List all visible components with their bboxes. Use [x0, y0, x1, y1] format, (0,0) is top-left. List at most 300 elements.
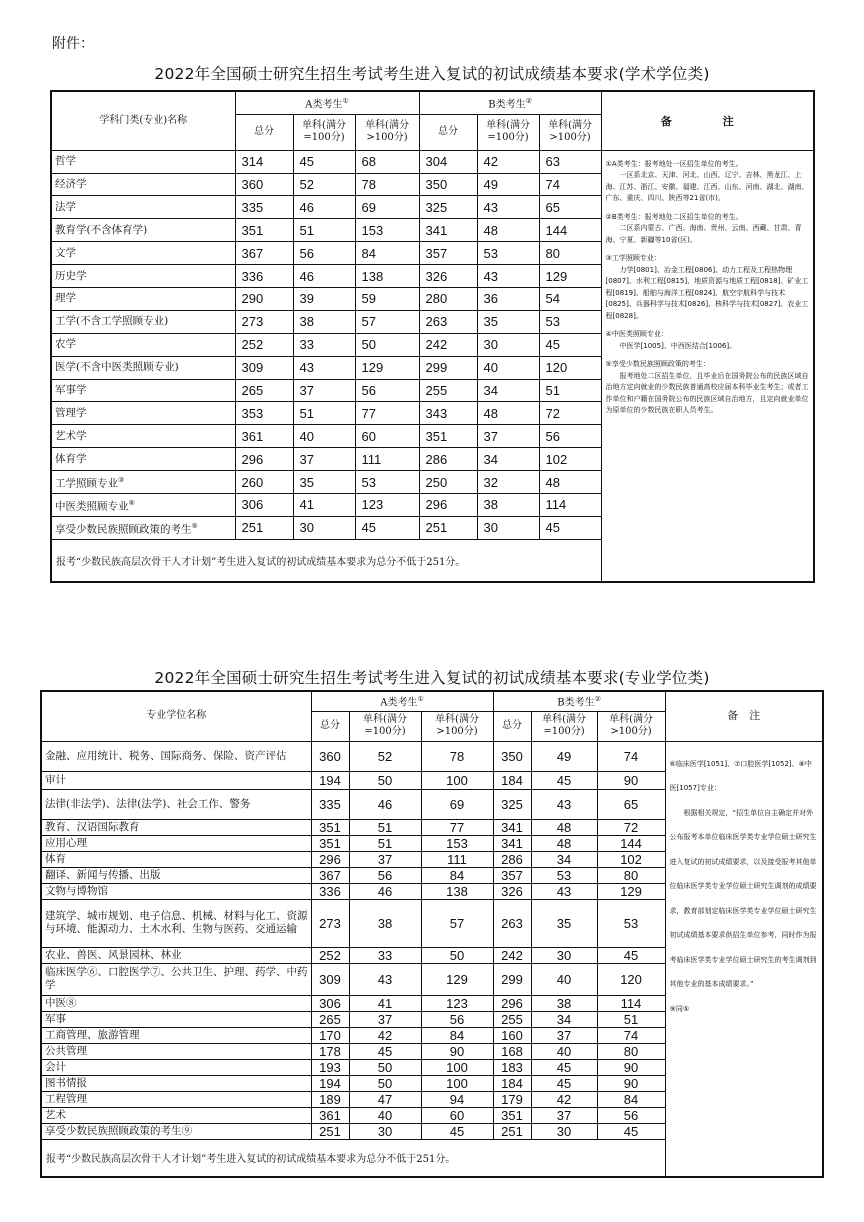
- b-single-100: 30: [531, 947, 597, 963]
- row-name: 临床医学⑥、口腔医学⑦、公共卫生、护理、药学、中药学: [41, 963, 311, 995]
- row-name: 应用心理: [41, 835, 311, 851]
- b-single-over100: 120: [597, 963, 665, 995]
- b-single-over100: 51: [539, 379, 601, 402]
- a-total: 178: [311, 1043, 349, 1059]
- note-9: ⑨同⑤: [669, 1004, 690, 1013]
- col-header-b-single-100: 单科(满分=100分): [531, 711, 597, 741]
- a-total: 367: [235, 242, 293, 265]
- b-single-100: 48: [477, 219, 539, 242]
- b-single-100: 40: [477, 356, 539, 379]
- a-total: 194: [311, 1075, 349, 1091]
- b-single-over100: 63: [539, 150, 601, 173]
- col-header-group-b: B类考生②: [419, 91, 601, 114]
- a-total: 335: [311, 789, 349, 819]
- col-header-remark: 备 注: [601, 91, 814, 150]
- b-total: 251: [419, 516, 477, 539]
- a-total: 296: [235, 448, 293, 471]
- table2-title: 2022年全国硕士研究生招生考试考生进入复试的初试成绩基本要求(专业学位类): [154, 669, 710, 687]
- b-single-over100: 90: [597, 1059, 665, 1075]
- a-total: 309: [311, 963, 349, 995]
- a-single-100: 30: [293, 516, 355, 539]
- a-total: 194: [311, 771, 349, 789]
- b-total: 296: [493, 995, 531, 1011]
- b-single-over100: 102: [597, 851, 665, 867]
- col-header-b-single-over100: 单科(满分>100分): [539, 114, 601, 150]
- row-name: 法律(非法学)、法律(法学)、社会工作、警务: [41, 789, 311, 819]
- b-total: 350: [493, 741, 531, 771]
- b-single-100: 45: [531, 1059, 597, 1075]
- a-total: 170: [311, 1027, 349, 1043]
- b-total: 325: [419, 196, 477, 219]
- b-total: 299: [493, 963, 531, 995]
- a-single-100: 46: [349, 883, 421, 899]
- a-single-100: 50: [349, 1059, 421, 1075]
- a-single-100: 56: [293, 242, 355, 265]
- b-single-100: 45: [531, 1075, 597, 1091]
- footnote: 报考“少数民族高层次骨干人才计划”考生进入复试的初试成绩基本要求为总分不低于251分。: [41, 1139, 665, 1177]
- a-single-100: 52: [293, 173, 355, 196]
- a-single-over100: 50: [355, 333, 419, 356]
- b-single-over100: 56: [539, 425, 601, 448]
- row-name: 军事: [41, 1011, 311, 1027]
- a-single-over100: 100: [421, 771, 493, 789]
- a-single-over100: 56: [355, 379, 419, 402]
- row-name: 工程管理: [41, 1091, 311, 1107]
- a-single-100: 30: [349, 1123, 421, 1139]
- b-single-100: 35: [531, 899, 597, 947]
- row-name: 军事学: [51, 379, 235, 402]
- row-name: 农学: [51, 333, 235, 356]
- remarks-cell: [665, 741, 823, 1177]
- a-single-100: 47: [349, 1091, 421, 1107]
- a-total: 335: [235, 196, 293, 219]
- a-total: 252: [235, 333, 293, 356]
- b-single-100: 43: [477, 196, 539, 219]
- b-single-over100: 72: [539, 402, 601, 425]
- a-single-over100: 50: [421, 947, 493, 963]
- row-name: 享受少数民族照顾政策的考生⑤: [51, 516, 235, 539]
- a-single-100: 51: [293, 219, 355, 242]
- b-single-100: 34: [531, 851, 597, 867]
- a-total: 353: [235, 402, 293, 425]
- a-single-over100: 129: [421, 963, 493, 995]
- a-single-100: 43: [293, 356, 355, 379]
- row-name: 中医类照顾专业④: [51, 493, 235, 516]
- row-name: 工学(不含工学照顾专业): [51, 310, 235, 333]
- b-total: 263: [419, 310, 477, 333]
- a-single-over100: 57: [421, 899, 493, 947]
- a-total: 361: [311, 1107, 349, 1123]
- col-header-a-total: 总分: [235, 114, 293, 150]
- a-single-over100: 100: [421, 1059, 493, 1075]
- a-total: 314: [235, 150, 293, 173]
- row-name: 经济学: [51, 173, 235, 196]
- a-single-100: 37: [349, 851, 421, 867]
- attachment-label: 附件：: [52, 36, 94, 52]
- a-total: 306: [235, 493, 293, 516]
- a-single-over100: 57: [355, 310, 419, 333]
- a-single-100: 38: [293, 310, 355, 333]
- a-total: 260: [235, 471, 293, 494]
- a-single-100: 37: [349, 1011, 421, 1027]
- b-single-100: 45: [531, 771, 597, 789]
- b-single-over100: 45: [539, 333, 601, 356]
- note-1-head: ①A类考生：报考地处一区招生单位的考生。: [605, 159, 743, 168]
- b-single-over100: 144: [539, 219, 601, 242]
- b-single-100: 49: [531, 741, 597, 771]
- b-single-100: 30: [531, 1123, 597, 1139]
- b-single-over100: 65: [539, 196, 601, 219]
- a-single-over100: 138: [355, 265, 419, 288]
- row-name: 教育学(不含体育学): [51, 219, 235, 242]
- b-total: 350: [419, 173, 477, 196]
- b-single-over100: 90: [597, 1075, 665, 1091]
- a-single-100: 45: [349, 1043, 421, 1059]
- a-single-over100: 56: [421, 1011, 493, 1027]
- a-single-100: 51: [349, 819, 421, 835]
- col-header-b-single-100: 单科(满分=100分): [477, 114, 539, 150]
- footnote: 报考“少数民族高层次骨干人才计划”考生进入复试的初试成绩基本要求为总分不低于251分。: [51, 539, 601, 582]
- b-single-100: 32: [477, 471, 539, 494]
- a-single-100: 56: [349, 867, 421, 883]
- b-total: 343: [419, 402, 477, 425]
- a-total: 351: [311, 819, 349, 835]
- b-total: 296: [419, 493, 477, 516]
- b-single-over100: 74: [539, 173, 601, 196]
- a-single-100: 39: [293, 287, 355, 310]
- row-name: 体育: [41, 851, 311, 867]
- b-single-over100: 114: [539, 493, 601, 516]
- a-single-over100: 153: [355, 219, 419, 242]
- a-total: 251: [235, 516, 293, 539]
- a-single-100: 40: [293, 425, 355, 448]
- b-single-over100: 72: [597, 819, 665, 835]
- b-single-100: 40: [531, 963, 597, 995]
- a-total: 336: [235, 265, 293, 288]
- row-name: 体育学: [51, 448, 235, 471]
- row-name: 工学照顾专业③: [51, 471, 235, 494]
- col-header-name: 学科门类(专业)名称: [51, 91, 235, 150]
- a-single-over100: 84: [355, 242, 419, 265]
- b-single-over100: 65: [597, 789, 665, 819]
- b-single-100: 38: [531, 995, 597, 1011]
- a-single-over100: 78: [355, 173, 419, 196]
- row-name: 文物与博物馆: [41, 883, 311, 899]
- b-total: 255: [419, 379, 477, 402]
- a-single-100: 51: [293, 402, 355, 425]
- a-single-100: 51: [349, 835, 421, 851]
- a-single-100: 46: [349, 789, 421, 819]
- a-single-100: 33: [293, 333, 355, 356]
- a-single-100: 42: [349, 1027, 421, 1043]
- a-single-100: 45: [293, 150, 355, 173]
- note-6-8-head: ⑥临床医学[1051]、⑦口腔医学[1052]、⑧中医[1057]专业：: [669, 759, 812, 792]
- b-single-100: 43: [531, 883, 597, 899]
- a-total: 273: [235, 310, 293, 333]
- b-single-100: 49: [477, 173, 539, 196]
- a-single-100: 41: [349, 995, 421, 1011]
- b-total: 351: [419, 425, 477, 448]
- professional-degree-table: [40, 690, 824, 1178]
- col-header-name: 专业学位名称: [41, 691, 311, 741]
- row-name: 图书情报: [41, 1075, 311, 1091]
- a-single-over100: 123: [355, 493, 419, 516]
- b-total: 179: [493, 1091, 531, 1107]
- a-total: 189: [311, 1091, 349, 1107]
- col-header-a-total: 总分: [311, 711, 349, 741]
- row-name: 艺术: [41, 1107, 311, 1123]
- b-total: 326: [493, 883, 531, 899]
- a-total: 361: [235, 425, 293, 448]
- a-single-over100: 129: [355, 356, 419, 379]
- a-single-over100: 100: [421, 1075, 493, 1091]
- note-1-body: 一区系北京、天津、河北、山西、辽宁、吉林、黑龙江、上海、江苏、浙江、安徽、福建、江西、山东、河南、湖北、湖南、广东、重庆、四川、陕西等21省(市)。: [605, 171, 809, 202]
- table1-title: 2022年全国硕士研究生招生考试考生进入复试的初试成绩基本要求(学术学位类): [154, 65, 710, 83]
- col-header-b-total: 总分: [493, 711, 531, 741]
- a-single-over100: 77: [355, 402, 419, 425]
- b-total: 242: [493, 947, 531, 963]
- row-name: 翻译、新闻与传播、出版: [41, 867, 311, 883]
- col-header-group-a: A类考生①: [311, 691, 493, 711]
- b-total: 286: [493, 851, 531, 867]
- a-single-over100: 45: [421, 1123, 493, 1139]
- b-single-100: 37: [477, 425, 539, 448]
- a-single-over100: 78: [421, 741, 493, 771]
- a-single-over100: 45: [355, 516, 419, 539]
- a-total: 306: [311, 995, 349, 1011]
- table-row: [51, 150, 814, 173]
- b-single-over100: 53: [539, 310, 601, 333]
- b-single-over100: 144: [597, 835, 665, 851]
- a-single-over100: 69: [355, 196, 419, 219]
- b-single-100: 35: [477, 310, 539, 333]
- row-name: 法学: [51, 196, 235, 219]
- b-total: 263: [493, 899, 531, 947]
- table-row: [41, 741, 823, 771]
- a-single-over100: 60: [421, 1107, 493, 1123]
- b-single-100: 53: [477, 242, 539, 265]
- b-single-over100: 129: [539, 265, 601, 288]
- b-single-100: 48: [531, 819, 597, 835]
- a-single-over100: 94: [421, 1091, 493, 1107]
- a-total: 360: [311, 741, 349, 771]
- a-single-100: 46: [293, 265, 355, 288]
- b-total: 183: [493, 1059, 531, 1075]
- note-4-head: ④中医类照顾专业：: [605, 330, 668, 338]
- row-name: 历史学: [51, 265, 235, 288]
- a-total: 367: [311, 867, 349, 883]
- academic-degree-table: [50, 90, 815, 583]
- b-single-over100: 120: [539, 356, 601, 379]
- note-2-head: ②B类考生：报考地处二区招生单位的考生。: [605, 212, 743, 221]
- a-single-100: 40: [349, 1107, 421, 1123]
- note-3-body: 力学[0801]、冶金工程[0806]、动力工程及工程热物理[0807]、水利工程[0815]、地质资源与地质工程[0818]、矿业工程[0819]、船舶与海洋工程[0824]、航空宇航科学与技术[0825]、兵器科学与技术[0826]、核科学与技术[0827]、农业工程[0828]。: [605, 265, 809, 320]
- col-header-group-b: B类考生②: [493, 691, 665, 711]
- b-total: 184: [493, 1075, 531, 1091]
- b-total: 255: [493, 1011, 531, 1027]
- b-single-over100: 56: [597, 1107, 665, 1123]
- a-single-over100: 138: [421, 883, 493, 899]
- a-single-over100: 123: [421, 995, 493, 1011]
- a-total: 193: [311, 1059, 349, 1075]
- b-total: 304: [419, 150, 477, 173]
- b-single-over100: 51: [597, 1011, 665, 1027]
- a-single-100: 33: [349, 947, 421, 963]
- b-single-100: 42: [477, 150, 539, 173]
- b-single-100: 34: [477, 379, 539, 402]
- a-single-over100: 84: [421, 1027, 493, 1043]
- b-single-100: 37: [531, 1027, 597, 1043]
- b-total: 242: [419, 333, 477, 356]
- note-6-8-body: 根据相关规定，“招生单位自主确定并对外公布报考本单位临床医学类专业学位硕士研究生进入复试的初试成绩要求，以及接受报考其他单位临床医学类专业学位硕士研究生调剂的成绩要求，教育部划定临床医学类专业学位硕士研究生初试成绩基本要求供招生单位参考，同时作为报考临床医学类专业学位硕士研究生的考生调剂到其他专业的基本成绩要求。”: [669, 808, 817, 988]
- a-total: 296: [311, 851, 349, 867]
- row-name: 建筑学、城市规划、电子信息、机械、材料与化工、资源与环境、能源动力、土木水利、生物与医药、交通运输: [41, 899, 311, 947]
- a-total: 351: [311, 835, 349, 851]
- row-name: 会计: [41, 1059, 311, 1075]
- b-single-over100: 74: [597, 741, 665, 771]
- b-total: 341: [493, 819, 531, 835]
- col-header-a-single-over100: 单科(满分>100分): [355, 114, 419, 150]
- col-header-group-a: A类考生①: [235, 91, 419, 114]
- a-total: 290: [235, 287, 293, 310]
- a-total: 336: [311, 883, 349, 899]
- b-single-over100: 80: [597, 1043, 665, 1059]
- a-total: 273: [311, 899, 349, 947]
- b-single-over100: 74: [597, 1027, 665, 1043]
- row-name: 享受少数民族照顾政策的考生⑨: [41, 1123, 311, 1139]
- a-single-over100: 69: [421, 789, 493, 819]
- a-single-100: 35: [293, 471, 355, 494]
- b-single-100: 40: [531, 1043, 597, 1059]
- a-total: 309: [235, 356, 293, 379]
- note-5-head: ⑤享受少数民族照顾政策的考生：: [605, 360, 710, 368]
- row-name: 管理学: [51, 402, 235, 425]
- b-single-over100: 45: [597, 947, 665, 963]
- note-2-body: 二区系内蒙古、广西、海南、贵州、云南、西藏、甘肃、青海、宁夏、新疆等10省(区)。: [605, 224, 802, 244]
- a-total: 360: [235, 173, 293, 196]
- a-total: 265: [311, 1011, 349, 1027]
- b-single-over100: 45: [539, 516, 601, 539]
- row-name: 艺术学: [51, 425, 235, 448]
- b-single-100: 37: [531, 1107, 597, 1123]
- b-total: 299: [419, 356, 477, 379]
- row-name: 文学: [51, 242, 235, 265]
- note-3-head: ③工学照顾专业：: [605, 254, 661, 262]
- b-single-100: 30: [477, 516, 539, 539]
- b-total: 357: [493, 867, 531, 883]
- note-4-body: 中医学[1005]、中西医结合[1006]。: [619, 341, 737, 350]
- b-single-100: 38: [477, 493, 539, 516]
- a-single-100: 43: [349, 963, 421, 995]
- row-name: 医学(不含中医类照顾专业): [51, 356, 235, 379]
- row-name: 工商管理、旅游管理: [41, 1027, 311, 1043]
- b-single-over100: 80: [597, 867, 665, 883]
- a-single-100: 37: [293, 379, 355, 402]
- row-name: 金融、应用统计、税务、国际商务、保险、资产评估: [41, 741, 311, 771]
- a-total: 251: [311, 1123, 349, 1139]
- a-single-100: 50: [349, 771, 421, 789]
- b-total: 280: [419, 287, 477, 310]
- b-total: 351: [493, 1107, 531, 1123]
- b-single-100: 34: [531, 1011, 597, 1027]
- col-header-a-single-100: 单科(满分=100分): [293, 114, 355, 150]
- b-single-100: 36: [477, 287, 539, 310]
- b-single-100: 42: [531, 1091, 597, 1107]
- b-single-over100: 90: [597, 771, 665, 789]
- b-single-over100: 84: [597, 1091, 665, 1107]
- a-single-over100: 153: [421, 835, 493, 851]
- remarks-cell: [601, 150, 814, 582]
- b-single-over100: 80: [539, 242, 601, 265]
- b-total: 286: [419, 448, 477, 471]
- b-single-over100: 48: [539, 471, 601, 494]
- col-header-remark: 备 注: [665, 691, 823, 741]
- row-name: 教育、汉语国际教育: [41, 819, 311, 835]
- b-single-100: 48: [531, 835, 597, 851]
- b-total: 357: [419, 242, 477, 265]
- a-single-over100: 90: [421, 1043, 493, 1059]
- b-single-100: 53: [531, 867, 597, 883]
- a-total: 351: [235, 219, 293, 242]
- b-total: 341: [493, 835, 531, 851]
- a-single-100: 46: [293, 196, 355, 219]
- b-single-over100: 102: [539, 448, 601, 471]
- a-single-over100: 77: [421, 819, 493, 835]
- row-name: 中医⑧: [41, 995, 311, 1011]
- b-single-100: 43: [477, 265, 539, 288]
- a-single-100: 37: [293, 448, 355, 471]
- col-header-b-single-over100: 单科(满分>100分): [597, 711, 665, 741]
- b-total: 184: [493, 771, 531, 789]
- b-single-100: 48: [477, 402, 539, 425]
- a-single-100: 52: [349, 741, 421, 771]
- b-total: 168: [493, 1043, 531, 1059]
- row-name: 公共管理: [41, 1043, 311, 1059]
- a-single-over100: 111: [355, 448, 419, 471]
- a-single-100: 50: [349, 1075, 421, 1091]
- a-single-100: 38: [349, 899, 421, 947]
- a-single-over100: 53: [355, 471, 419, 494]
- b-single-100: 43: [531, 789, 597, 819]
- b-single-over100: 53: [597, 899, 665, 947]
- b-total: 341: [419, 219, 477, 242]
- b-single-100: 34: [477, 448, 539, 471]
- a-single-over100: 60: [355, 425, 419, 448]
- row-name: 审计: [41, 771, 311, 789]
- row-name: 农业、兽医、风景园林、林业: [41, 947, 311, 963]
- col-header-b-total: 总分: [419, 114, 477, 150]
- col-header-a-single-100: 单科(满分=100分): [349, 711, 421, 741]
- b-total: 251: [493, 1123, 531, 1139]
- b-single-over100: 45: [597, 1123, 665, 1139]
- b-single-over100: 129: [597, 883, 665, 899]
- a-single-over100: 111: [421, 851, 493, 867]
- b-total: 250: [419, 471, 477, 494]
- col-header-a-single-over100: 单科(满分>100分): [421, 711, 493, 741]
- b-total: 326: [419, 265, 477, 288]
- b-total: 325: [493, 789, 531, 819]
- a-single-over100: 68: [355, 150, 419, 173]
- b-single-over100: 114: [597, 995, 665, 1011]
- b-single-100: 30: [477, 333, 539, 356]
- a-single-over100: 84: [421, 867, 493, 883]
- row-name: 哲学: [51, 150, 235, 173]
- a-total: 252: [311, 947, 349, 963]
- row-name: 理学: [51, 287, 235, 310]
- a-single-over100: 59: [355, 287, 419, 310]
- b-single-over100: 54: [539, 287, 601, 310]
- a-total: 265: [235, 379, 293, 402]
